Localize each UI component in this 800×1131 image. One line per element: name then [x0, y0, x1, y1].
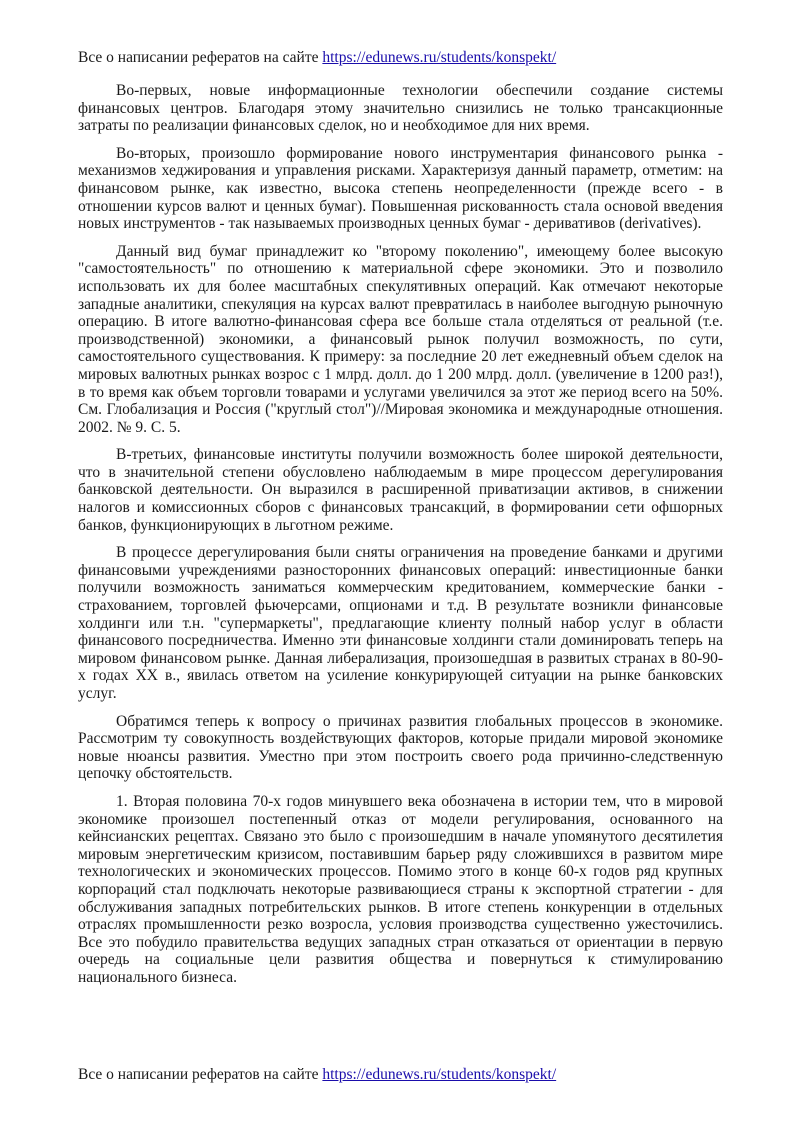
- paragraph-6: Обратимся теперь к вопросу о причинах развития глобальных процессов в экономике. Рассмотрим ту совокупность воздействующих факторов, которые придали мировой экономике новые нюансы развития. Уместно при этом построить своего рода причинно-следственную цепочку обстоятельств.: [78, 712, 723, 783]
- footer-link[interactable]: https://edunews.ru/students/konspekt/: [322, 1066, 557, 1083]
- footer-text: Все о написании рефератов на сайте: [78, 1066, 323, 1083]
- paragraph-5: В процессе дерегулирования были сняты ограничения на проведение банками и другими финансовыми учреждениями разносторонних финансовых операций: инвестиционные банки получили возможность заниматься коммерческим кредитованием, коммерческие банки - страхованием, торговлей фьючерсами, опционами и т.д. В результате возникли финансовые холдинги или т.н. "супермаркеты", предлагающие клиенту полный набор услуг в области финансового посредничества. Именно эти финансовые холдинги стали доминировать теперь на мировом финансовом рынке. Данная либерализация, произошедшая в развитых странах в 80-90-х годах XX в., явилась ответом на усиление конкурирующей ситуации на рынке банковских услуг.: [78, 544, 723, 702]
- paragraph-1: Во-первых, новые информационные технологии обеспечили создание системы финансовых центров. Благодаря этому значительно снизились не только трансакционные затраты по реализации финансовых сделок, но и необходимое для них время.: [78, 82, 723, 135]
- page-header: [78, 49, 556, 67]
- document-body: [78, 82, 723, 997]
- paragraph-2: Во-вторых, произошло формирование нового инструментария финансового рынка - механизмов хеджирования и управления рисками. Характеризуя данный параметр, отметим: на финансовом рынке, как известно, высока степень неопределенности (прежде всего - в отношении курсов валют и ценных бумаг). Повышенная рискованность стала основой введения новых инструментов - так называемых производных ценных бумаг - деривативов (derivatives).: [78, 144, 723, 233]
- paragraph-3: Данный вид бумаг принадлежит ко "второму поколению", имеющему более высокую "самостоятельность" по отношению к материальной сфере экономики. Это и позволило использовать их для более масштабных спекулятивных операций. Как отмечают некоторые западные аналитики, спекуляция на курсах валют превратилась в наиболее выгодную рыночную операцию. В итоге валютно-финансовая сфера все больше стала отделяться от реальной (т.е. производственной) экономики, а финансовый рынок получил возможность, по сути, самостоятельного существования. К примеру: за последние 20 лет ежедневный объем сделок на мировых валютных рынках возрос с 1 млрд. долл. до 1 200 млрд. долл. (увеличение в 1200 раз!), в то время как объем торговли товарами и услугами увеличился за этот же период всего на 50%. См. Глобализация и Россия ("круглый стол")//Мировая экономика и международные отношения. 2002. № 9. С. 5.: [78, 242, 723, 436]
- page-footer: [78, 1066, 556, 1084]
- header-text: Все о написании рефератов на сайте: [78, 49, 323, 66]
- paragraph-7: 1. Вторая половина 70-х годов минувшего века обозначена в истории тем, что в мировой экономике произошел постепенный отказ от модели регулирования, основанного на кейнсианских рецептах. Связано это было с произошедшим в начале упомянутого десятилетия мировым энергетическим кризисом, поставившим барьер ряду сложившихся в развитом мире технологических и экономических процессов. Помимо этого в конце 60-х годов ряд крупных корпораций стал подключать некоторые развивающиеся страны к экспортной стратегии - для обслуживания западных потребительских рынков. В итоге степень конкуренции в отдельных отраслях промышленности резко возросла, условия производства существенно ужесточились. Все это побудило правительства ведущих западных стран отказаться от ориентации в первую очередь на социальные цели развития общества и повернуться к стимулированию национального бизнеса.: [78, 792, 723, 986]
- paragraph-4: В-третьих, финансовые институты получили возможность более широкой деятельности, что в значительной степени обусловлено наблюдаемым в мире процессом дерегулирования банковской деятельности. Он выразился в расширенной приватизации активов, в снижении налогов и комиссионных сборов с финансовых трансакций, в формировании сети офшорных банков, функционирующих в льготном режиме.: [78, 446, 723, 534]
- header-link[interactable]: https://edunews.ru/students/konspekt/: [322, 49, 557, 66]
